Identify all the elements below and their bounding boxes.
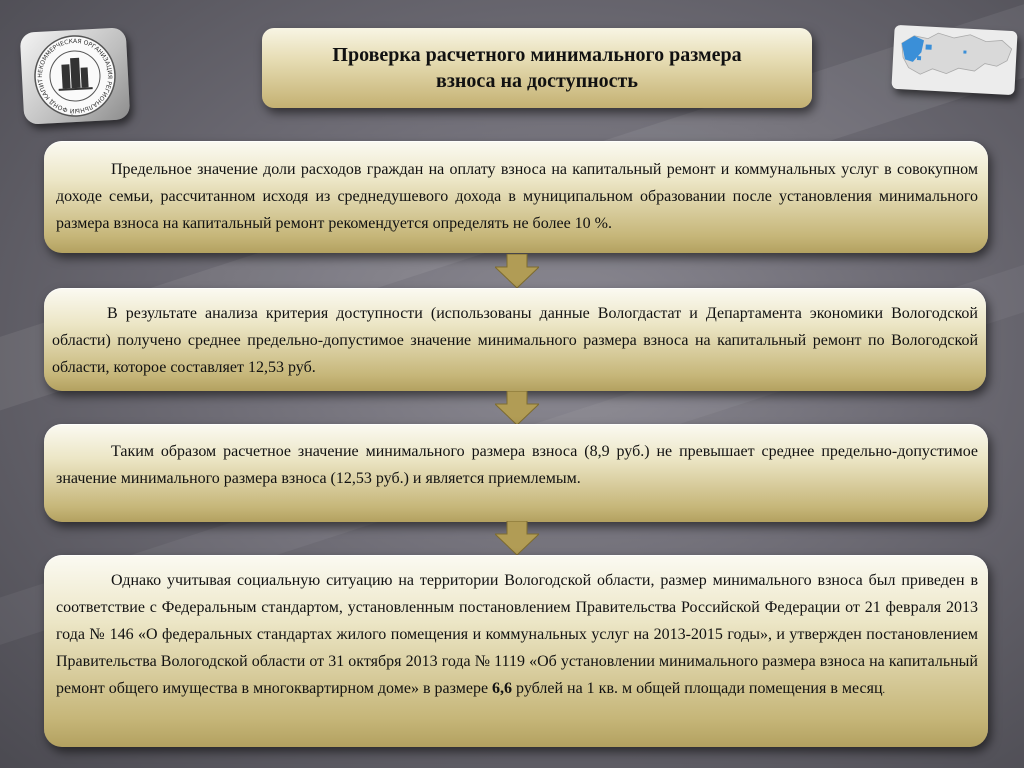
info-block-4-text [56,567,978,704]
info-block-1 [44,141,988,253]
page-title [262,28,812,108]
down-arrow-icon [495,521,539,555]
organization-logo [20,27,131,124]
title-line-2: взноса на доступность [436,70,638,92]
region-map [891,25,1017,95]
info-block-2-text: В результате анализа критерия доступности (использованы данные Вологдастат и Департамента экономики Вологодской области) получено среднее предельно-допустимое значение минимального размера взноса на капитальный ремонт по Вологодской области, которое составляет 12,53 руб. [52,305,978,376]
info-block-4-amount: 6,6 [492,680,513,697]
info-block-4-part-1: Однако учитывая социальную ситуацию на территории Вологодской области, размер минимального взноса был приведен в соответствие с Федеральным стандартом, установленным постановлением Правительства Российской Федерации от 21 февраля 2013 года № 146 «О федеральных стандартах жилого помещения и коммунальных услуг на 2013-2015 годы», и утвержден постановлением Правительства Вологодской области от 31 октября 2013 года № 1119 «Об установлении минимального размера взноса на капитальный ремонт общего имущества в многоквартирном доме» в размере [56,572,978,697]
down-arrow-icon [495,254,539,288]
info-block-4-part-2: рублей на 1 кв. м общей площади помещения в месяц [512,680,883,697]
down-arrow-icon [495,391,539,425]
info-block-3-text: Таким образом расчетное значение минимального размера взноса (8,9 руб.) не превышает среднее предельно-допустимое значение минимального размера взноса (12,53 руб.) и является приемлемым. [56,443,978,487]
info-block-3 [44,424,988,522]
info-block-4-end: . [882,685,886,696]
title-line-1: Проверка расчетного минимального размера [332,44,742,66]
info-block-1-text: Предельное значение доли расходов граждан на оплату взноса на капитальный ремонт и коммунальных услуг в совокупном доходе семьи, рассчитанном исходя из среднедушевого дохода в муниципальном образовании после установления минимального размера взноса на капитальный ремонт рекомендуется определять не более 10 %. [56,161,978,232]
info-block-4 [44,555,988,747]
info-block-2 [44,288,986,391]
logo-ring-text: НЕКОММЕРЧЕСКАЯ ОРГАНИЗАЦИЯ РЕГИОНАЛЬНЫЙ ФОНД КАПИТАЛЬНОГО РЕМОНТА Вологда [19,27,114,115]
